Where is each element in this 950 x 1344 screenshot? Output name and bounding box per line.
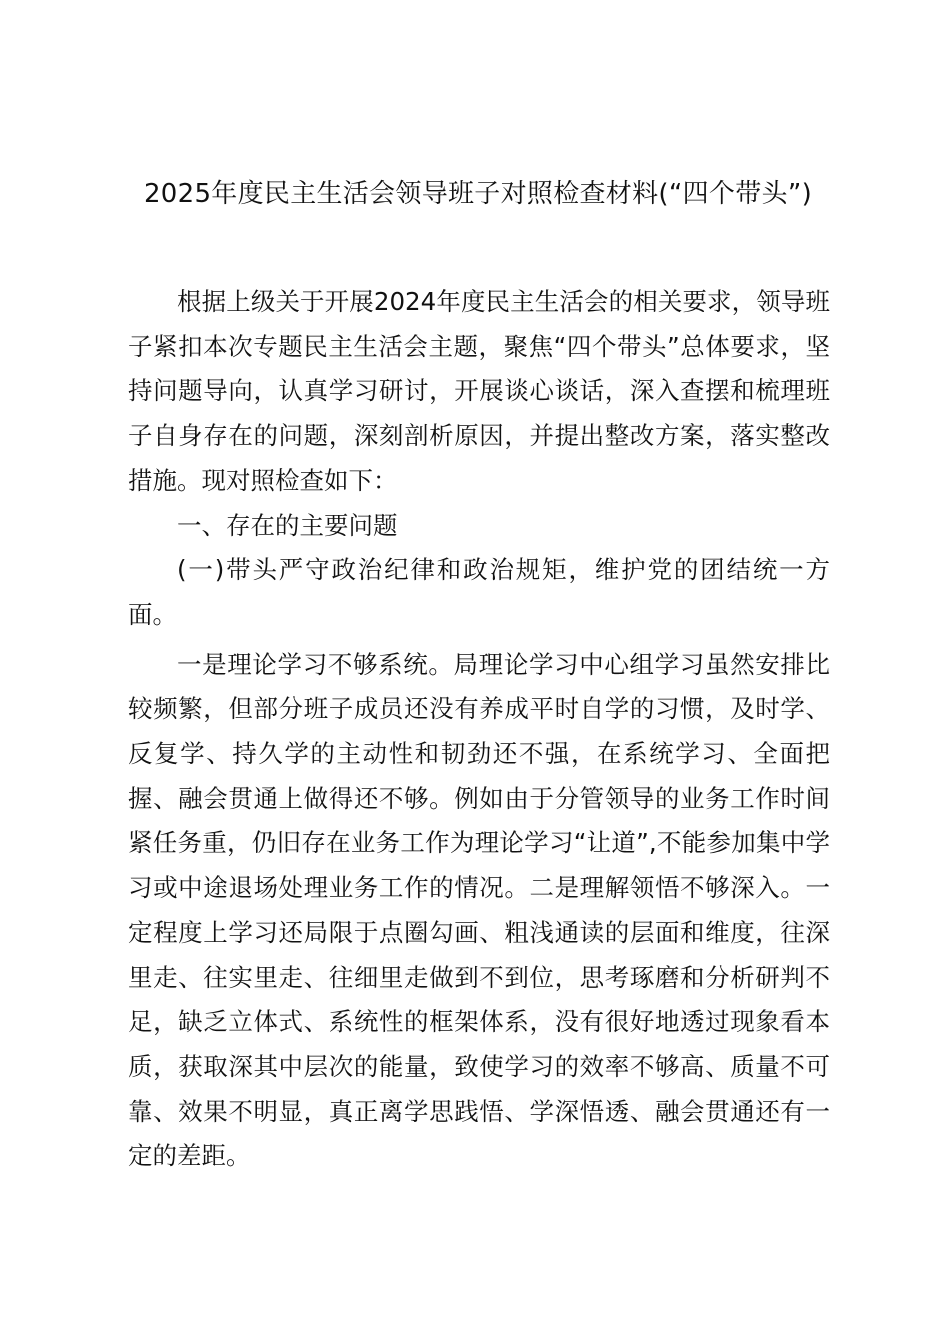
intro-paragraph: 根据上级关于开展2024年度民主生活会的相关要求，领导班子紧扣本次专题民主生活会主题，聚焦“四个带头”总体要求，坚持问题导向，认真学习研讨，开展谈心谈话，深入查摆和梳理班子自身存在的问题，深刻剖析原因，并提出整改方案，落实整改措施。现对照检查如下： [128, 287, 830, 495]
subsection-heading: (一)带头严守政治纪律和政治规矩，维护党的团结统一方面。 [128, 555, 830, 629]
document-title: 2025年度民主生活会领导班子对照检查材料(“四个带头”) [143, 179, 813, 209]
section-heading: 一、存在的主要问题 [177, 510, 398, 540]
body-paragraph: 一是理论学习不够系统。局理论学习中心组学习虽然安排比较频繁，但部分班子成员还没有养成平时自学的习惯，及时学、反复学、持久学的主动性和韧劲还不强，在系统学习、全面把握、融会贯通上做得还不够。例如由于分管领导的业务工作时间紧任务重，仍旧存在业务工作为理论学习“让道”,不能参加集中学习或中途退场处理业务工作的情况。二是理解领悟不够深入。一定程度上学习还局限于点圈勾画、粗浅通读的层面和维度，往深里走、往实里走、往细里走做到不到位，思考琢磨和分析研判不足，缺乏立体式、系统性的框架体系，没有很好地透过现象看本质，获取深其中层次的能量，致使学习的效率不够高、质量不可靠、效果不明显，真正离学思践悟、学深悟透、融会贯通还有一定的差距。 [128, 649, 830, 1171]
document-body [128, 280, 830, 1179]
